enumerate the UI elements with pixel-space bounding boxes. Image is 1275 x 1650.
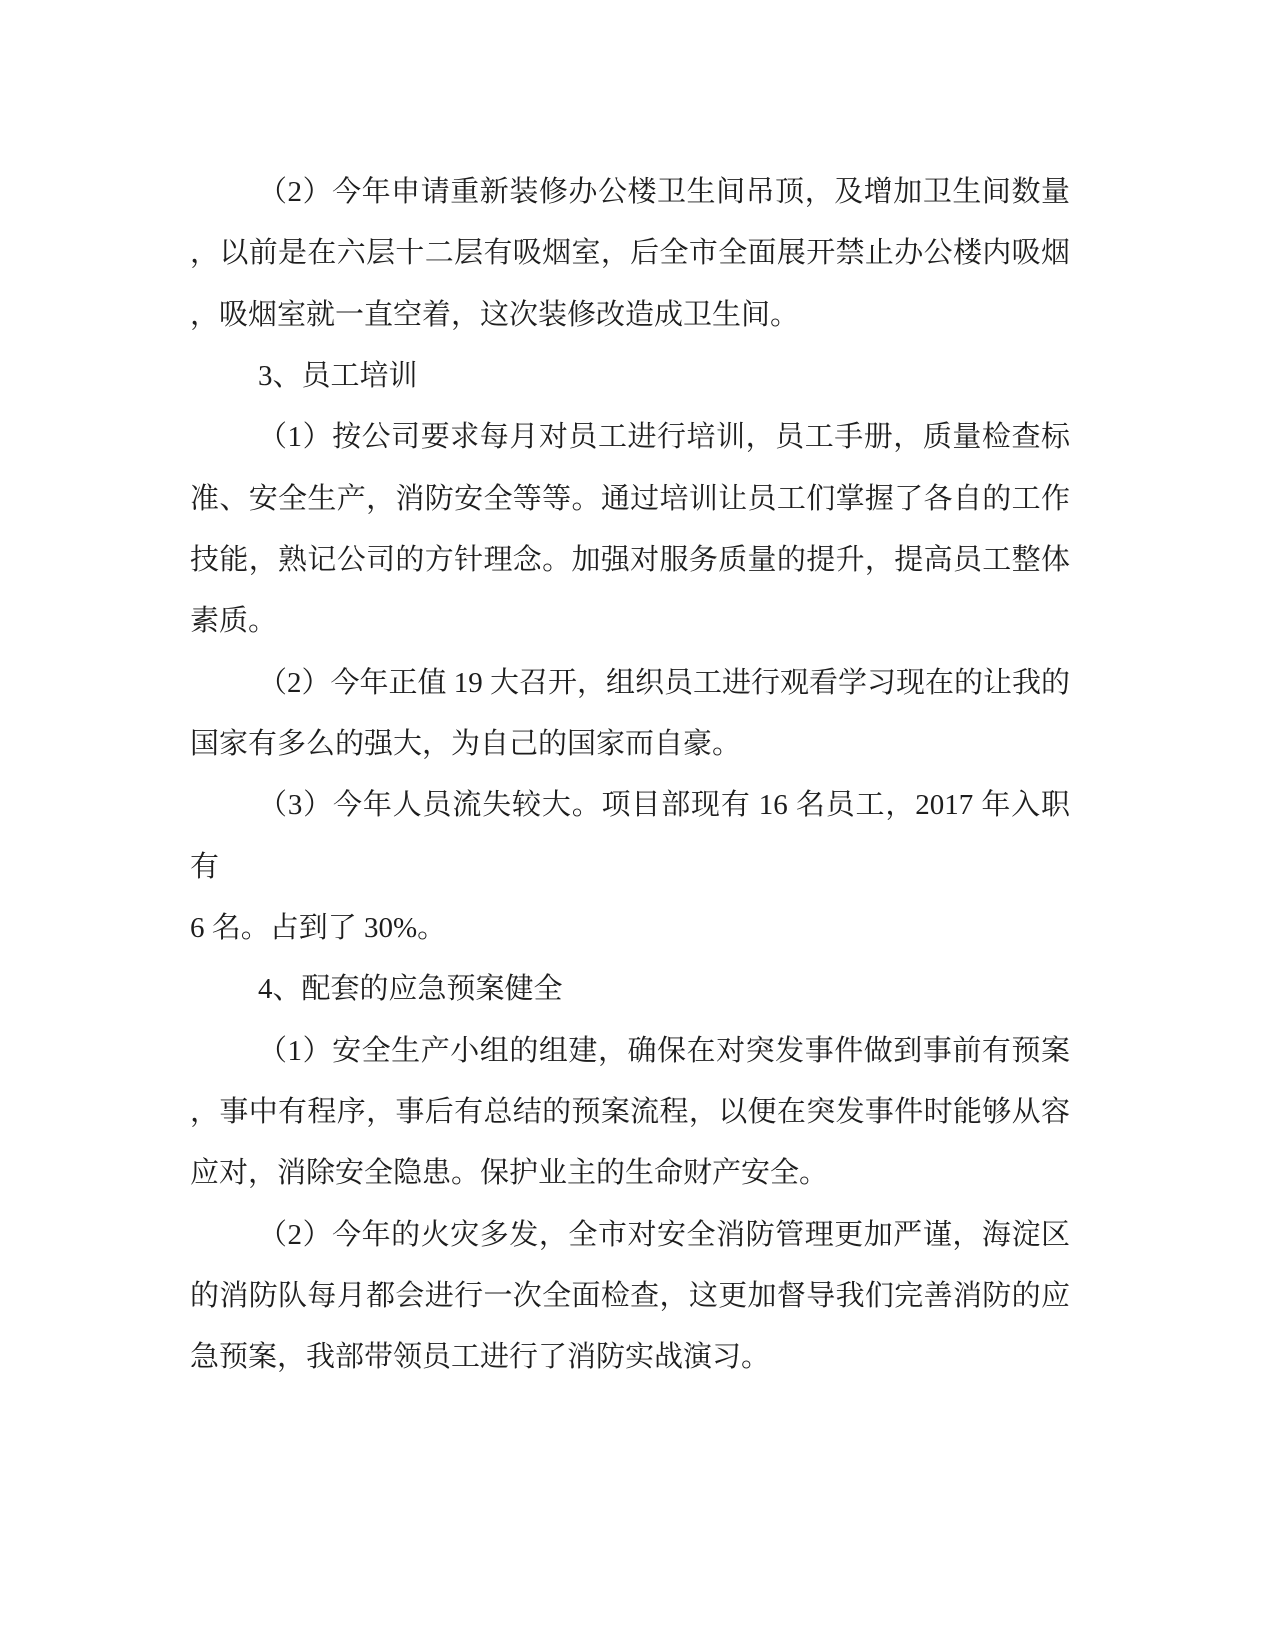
- text-line: 素质。: [190, 605, 278, 638]
- text-line: ，吸烟室就一直空着，这次装修改造成卫生间。: [190, 298, 800, 331]
- text-line: （2）今年申请重新装修办公楼卫生间吊顶，及增加卫生间数量: [258, 176, 1070, 208]
- text-body: [190, 162, 1070, 1389]
- text-line: （2）今年的火灾多发，全市对安全消防管理更加严谨，海淀区: [258, 1218, 1070, 1251]
- section-heading: 4、配套的应急预案健全: [258, 973, 563, 1006]
- text-line: ，事中有程序，事后有总结的预案流程，以便在突发事件时能够从容: [190, 1095, 1070, 1128]
- text-line: 6 名。占到了 30%。: [190, 911, 447, 944]
- section-heading: 3、员工培训: [258, 359, 418, 392]
- text-line: （1）按公司要求每月对员工进行培训，员工手册，质量检查标: [258, 421, 1070, 454]
- text-line: （1）安全生产小组的组建，确保在对突发事件做到事前有预案: [258, 1034, 1070, 1067]
- text-line: 应对，消除安全隐患。保护业主的生命财产安全。: [190, 1157, 829, 1190]
- text-line: （2）今年正值 19 大召开，组织员工进行观看学习现在的让我的: [258, 666, 1071, 699]
- text-line: 准、安全生产，消防安全等等。通过培训让员工们掌握了各自的工作: [190, 482, 1070, 515]
- text-line: ，以前是在六层十二层有吸烟室，后全市全面展开禁止办公楼内吸烟: [190, 237, 1070, 270]
- text-line: 技能，熟记公司的方针理念。加强对服务质量的提升，提高员工整体: [190, 543, 1070, 576]
- text-line: 的消防队每月都会进行一次全面检查，这更加督导我们完善消防的应: [190, 1279, 1070, 1312]
- text-line: 国家有多么的强大，为自己的国家而自豪。: [190, 727, 742, 760]
- text-line: 急预案，我部带领员工进行了消防实战演习。: [190, 1341, 771, 1374]
- text-line: （3）今年人员流失较大。项目部现有 16 名员工，2017 年入职有: [190, 789, 1070, 883]
